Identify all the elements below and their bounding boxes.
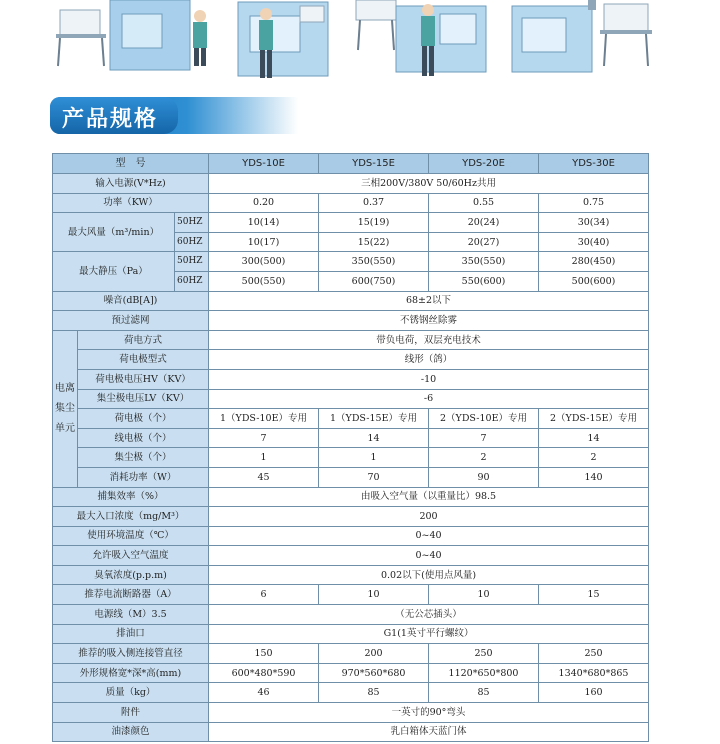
- cell-value: 15(22): [319, 232, 429, 252]
- table-row: [53, 409, 649, 429]
- cell-value: 280(450): [539, 252, 649, 272]
- row-value: 68±2以下: [209, 291, 649, 311]
- table-row: [53, 703, 649, 723]
- cell-value: 20(24): [429, 213, 539, 233]
- row-label: 预过滤网: [53, 311, 209, 331]
- cell-value: 140: [539, 467, 649, 487]
- esp-unit-side-label: 电离集尘单元: [53, 330, 78, 487]
- cell-value: 10(14): [209, 213, 319, 233]
- row-value: 三相200V/380V 50/60Hz共用: [209, 174, 649, 194]
- cell-value: 30(34): [539, 213, 649, 233]
- table-row: [53, 213, 649, 233]
- row-value: G1(1英寸平行螺纹）: [209, 624, 649, 644]
- cell-value: 46: [209, 683, 319, 703]
- table-row: [53, 722, 649, 742]
- freq-label: 50HZ: [175, 213, 209, 233]
- row-label: 荷电极电压HV（KV）: [78, 369, 209, 389]
- row-label: 最大入口浓度（mg/M³）: [53, 507, 209, 527]
- cell-value: 1（YDS-15E）专用: [319, 409, 429, 429]
- header-model: YDS-20E: [429, 154, 539, 174]
- header-model: YDS-30E: [539, 154, 649, 174]
- cell-value: 0.37: [319, 193, 429, 213]
- cell-value: 600*480*590: [209, 663, 319, 683]
- cell-value: 1120*650*800: [429, 663, 539, 683]
- row-value: 乳白箱体天蓝门体: [209, 722, 649, 742]
- machine-illustration-2: [238, 2, 328, 78]
- cell-value: 0.20: [209, 193, 319, 213]
- row-value: （无公芯插头）: [209, 605, 649, 625]
- row-label: 质量（kg）: [53, 683, 209, 703]
- cell-value: 160: [539, 683, 649, 703]
- row-label: 允许吸入空气温度: [53, 546, 209, 566]
- table-row: [53, 585, 649, 605]
- cell-value: 200: [319, 644, 429, 664]
- row-label: 推荐的吸入侧连接管直径: [53, 644, 209, 664]
- table-row: [53, 330, 649, 350]
- row-value: 由吸入空气量（以重量比）98.5: [209, 487, 649, 507]
- row-label: 电源线（M）3.5: [53, 605, 209, 625]
- cell-value: 6: [209, 585, 319, 605]
- table-row: [53, 624, 649, 644]
- table-row: [53, 507, 649, 527]
- row-label: 外形规格宽*深*高(mm): [53, 663, 209, 683]
- row-value: -6: [209, 389, 649, 409]
- cell-value: 1: [319, 448, 429, 468]
- row-label: 捕集效率（%）: [53, 487, 209, 507]
- cell-value: 90: [429, 467, 539, 487]
- machine-illustration-1: [56, 0, 207, 70]
- row-value: 带负电荷，双层充电技术: [209, 330, 649, 350]
- freq-label: 60HZ: [175, 271, 209, 291]
- machine-illustrations: [0, 0, 720, 88]
- cell-value: 20(27): [429, 232, 539, 252]
- cell-value: 300(500): [209, 252, 319, 272]
- row-value: 线形（鸽）: [209, 350, 649, 370]
- table-row: [53, 605, 649, 625]
- cell-value: 250: [429, 644, 539, 664]
- row-value: 0~40: [209, 526, 649, 546]
- row-label: 最大风量（m³/min）: [53, 213, 175, 252]
- row-value: 不锈钢丝除雾: [209, 311, 649, 331]
- table-row: [53, 252, 649, 272]
- cell-value: 1340*680*865: [539, 663, 649, 683]
- row-label: 集尘极电压LV（KV）: [78, 389, 209, 409]
- header-model: YDS-10E: [209, 154, 319, 174]
- row-label: 油漆颜色: [53, 722, 209, 742]
- row-label: 附件: [53, 703, 209, 723]
- cell-value: 500(600): [539, 271, 649, 291]
- cell-value: 2（YDS-15E）专用: [539, 409, 649, 429]
- freq-label: 60HZ: [175, 232, 209, 252]
- cell-value: 7: [209, 428, 319, 448]
- table-row: [53, 546, 649, 566]
- row-value: -10: [209, 369, 649, 389]
- cell-value: 2: [539, 448, 649, 468]
- cell-value: 85: [319, 683, 429, 703]
- row-label: 输入电源(V*Hz): [53, 174, 209, 194]
- cell-value: 10(17): [209, 232, 319, 252]
- row-label: 荷电方式: [78, 330, 209, 350]
- cell-value: 30(40): [539, 232, 649, 252]
- cell-value: 2（YDS-10E）专用: [429, 409, 539, 429]
- row-label: 最大静压（Pa）: [53, 252, 175, 291]
- row-label: 集尘极（个）: [78, 448, 209, 468]
- cell-value: 970*560*680: [319, 663, 429, 683]
- cell-value: 250: [539, 644, 649, 664]
- table-row: [53, 487, 649, 507]
- row-label: 噪音(dB[A]): [53, 291, 209, 311]
- header-label: 型 号: [53, 154, 209, 174]
- row-label: 推荐电流断路器（A）: [53, 585, 209, 605]
- cell-value: 70: [319, 467, 429, 487]
- cell-value: 15: [539, 585, 649, 605]
- table-row: [53, 663, 649, 683]
- table-row: [53, 369, 649, 389]
- table-row: [53, 350, 649, 370]
- cell-value: 14: [539, 428, 649, 448]
- machine-illustration-4: [512, 0, 652, 72]
- table-row: [53, 291, 649, 311]
- cell-value: 350(550): [429, 252, 539, 272]
- row-label: 线电极（个）: [78, 428, 209, 448]
- cell-value: 0.75: [539, 193, 649, 213]
- row-value: 0.02以下(使用点风量): [209, 565, 649, 585]
- cell-value: 2: [429, 448, 539, 468]
- table-row: [53, 448, 649, 468]
- cell-value: 45: [209, 467, 319, 487]
- row-label: 荷电极（个）: [78, 409, 209, 429]
- cell-value: 7: [429, 428, 539, 448]
- cell-value: 10: [429, 585, 539, 605]
- cell-value: 550(600): [429, 271, 539, 291]
- row-value: 200: [209, 507, 649, 527]
- cell-value: 14: [319, 428, 429, 448]
- machine-illustration-3: [356, 0, 486, 76]
- table-row: [53, 565, 649, 585]
- cell-value: 0.55: [429, 193, 539, 213]
- row-label: 使用环境温度（℃）: [53, 526, 209, 546]
- row-label: 臭氧浓度(p.p.m): [53, 565, 209, 585]
- freq-label: 50HZ: [175, 252, 209, 272]
- row-value: 一英寸的90°弯头: [209, 703, 649, 723]
- cell-value: 1: [209, 448, 319, 468]
- table-row: [53, 193, 649, 213]
- section-banner: [50, 97, 298, 134]
- cell-value: 1（YDS-10E）专用: [209, 409, 319, 429]
- cell-value: 85: [429, 683, 539, 703]
- cell-value: 150: [209, 644, 319, 664]
- cell-value: 15(19): [319, 213, 429, 233]
- spec-table: [52, 153, 649, 742]
- cell-value: 500(550): [209, 271, 319, 291]
- row-label: 消耗功率（W）: [78, 467, 209, 487]
- cell-value: 600(750): [319, 271, 429, 291]
- row-value: 0~40: [209, 546, 649, 566]
- table-row: [53, 174, 649, 194]
- table-row: [53, 467, 649, 487]
- table-row: [53, 526, 649, 546]
- header-model: YDS-15E: [319, 154, 429, 174]
- table-row: [53, 389, 649, 409]
- row-label: 排油口: [53, 624, 209, 644]
- cell-value: 10: [319, 585, 429, 605]
- row-label: 功率（KW）: [53, 193, 209, 213]
- table-row: [53, 311, 649, 331]
- table-row: [53, 683, 649, 703]
- cell-value: 350(550): [319, 252, 429, 272]
- table-row: [53, 644, 649, 664]
- row-label: 荷电极型式: [78, 350, 209, 370]
- table-row: [53, 428, 649, 448]
- section-title: 产品规格: [62, 107, 159, 132]
- table-header-row: [53, 154, 649, 174]
